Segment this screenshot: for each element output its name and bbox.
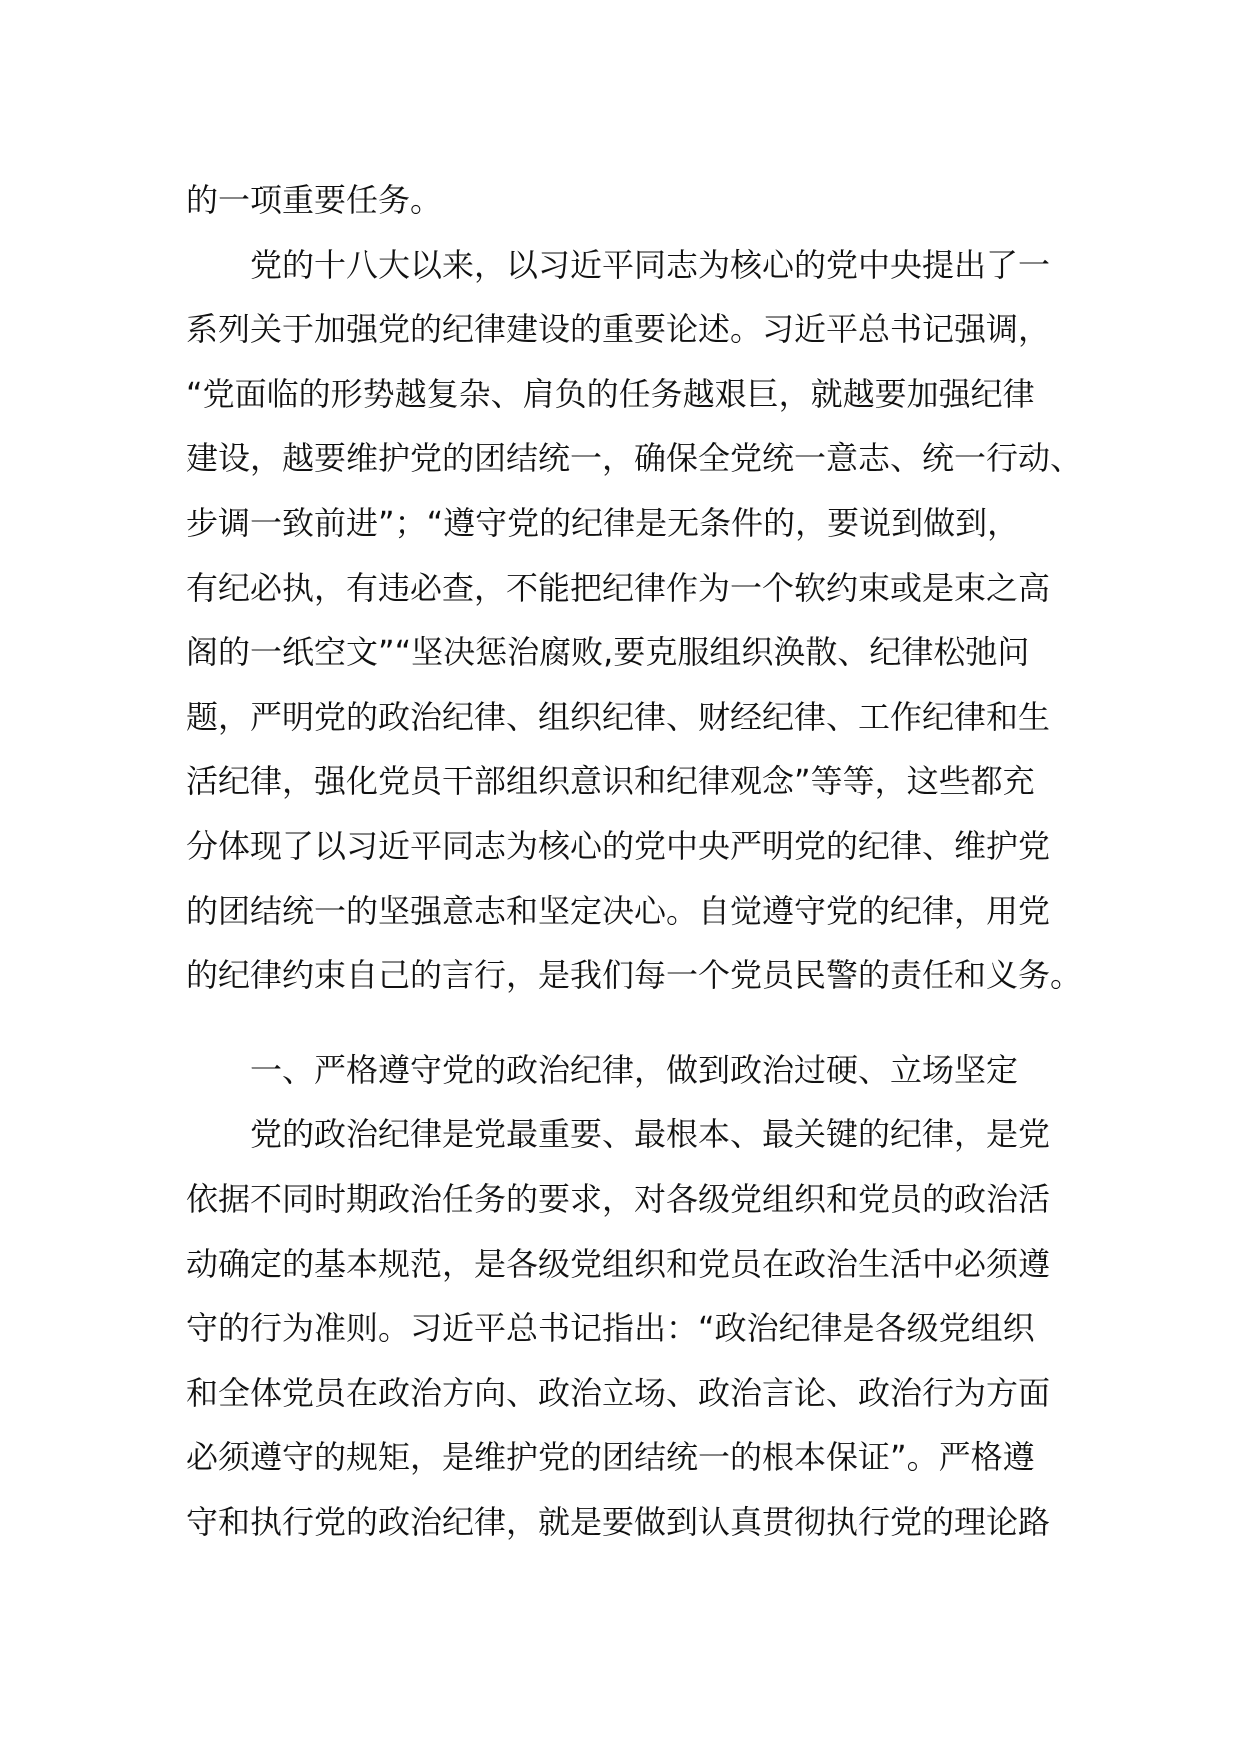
text-line: 分体现了以习近平同志为核心的党中央严明党的纪律、维护党 [186, 826, 1051, 865]
document-body [186, 168, 1086, 1554]
text-line: 守和执行党的政治纪律，就是要做到认真贯彻执行党的理论路 [186, 1502, 1051, 1541]
text-line: 动确定的基本规范，是各级党组织和党员在政治生活中必须遵 [186, 1244, 1051, 1283]
text-line: 依据不同时期政治任务的要求，对各级党组织和党员的政治活 [186, 1179, 1051, 1218]
text-line: 系列关于加强党的纪律建设的重要论述。习近平总书记强调， [186, 310, 1051, 349]
text-line: 的团结统一的坚强意志和坚定决心。自觉遵守党的纪律，用党 [186, 891, 1051, 930]
paragraph-gap [186, 1008, 1086, 1038]
text-line: 有纪必执，有违必查，不能把纪律作为一个软约束或是束之高 [186, 568, 1051, 607]
text-line: “党面临的形势越复杂、肩负的任务越艰巨，就越要加强纪律 [186, 374, 1035, 413]
text-line: 的一项重要任务。 [186, 181, 443, 219]
text-line: 党的十八大以来，以习近平同志为核心的党中央提出了一 [186, 245, 1051, 284]
text-line: 和全体党员在政治方向、政治立场、政治言论、政治行为方面 [186, 1373, 1051, 1412]
text-line: 活纪律，强化党员干部组织意识和纪律观念”等等，这些都充 [186, 762, 1035, 801]
text-line: 步调一致前进”；“遵守党的纪律是无条件的，要说到做到， [186, 503, 1020, 542]
text-line: 必须遵守的规矩，是维护党的团结统一的根本保证”。严格遵 [186, 1438, 1035, 1477]
text-line: 党的政治纪律是党最重要、最根本、最关键的纪律，是党 [186, 1115, 1051, 1154]
text-line: 守的行为准则。习近平总书记指出：“政治纪律是各级党组织 [186, 1309, 1035, 1348]
text-line: 建设，越要维护党的团结统一，确保全党统一意志、统一行动、 [186, 439, 1083, 478]
text-line: 题，严明党的政治纪律、组织纪律、财经纪律、工作纪律和生 [186, 697, 1051, 736]
text-line: 阁的一纸空文”“坚决惩治腐败,要克服组织涣散、纪律松弛问 [186, 633, 1030, 672]
section-heading: 一、严格遵守党的政治纪律，做到政治过硬、立场坚定 [186, 1050, 1019, 1089]
text-line: 的纪律约束自己的言行，是我们每一个党员民警的责任和义务。 [186, 956, 1083, 995]
